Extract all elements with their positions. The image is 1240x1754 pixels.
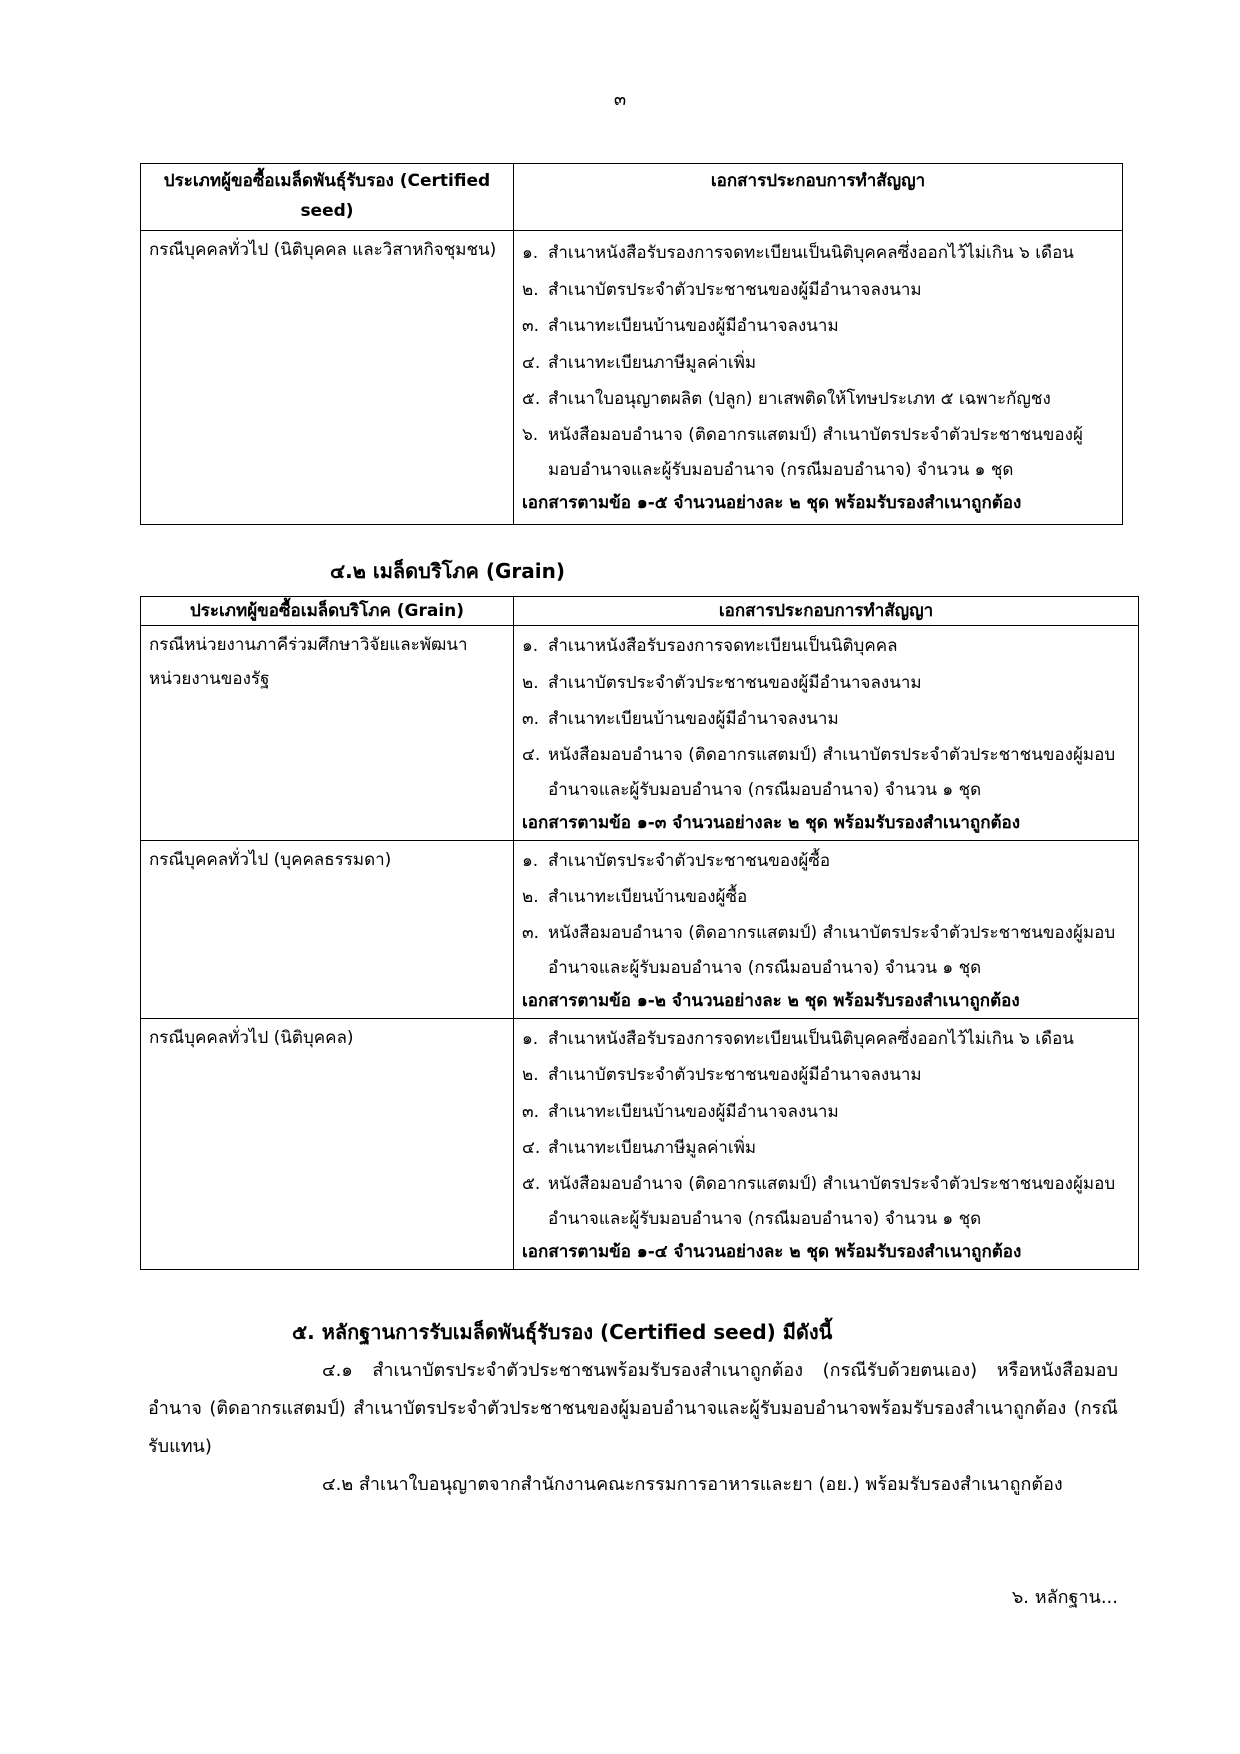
- table-header-row: [141, 164, 1123, 231]
- header-contract-documents: เอกสารประกอบการทำสัญญา: [514, 164, 1123, 231]
- item-number: ๓.: [522, 709, 540, 729]
- list-item: [522, 701, 1130, 738]
- table-body: [141, 626, 1139, 1270]
- item-number: ๒.: [522, 1065, 539, 1085]
- list-item: [522, 843, 1130, 880]
- table-row: [141, 231, 1123, 525]
- document-list-cell: [514, 1018, 1139, 1269]
- document-list-cell: [514, 840, 1139, 1018]
- item-text: สำเนาหนังสือรับรองการจดทะเบียนเป็นนิติบุคคลซึ่งออกไว้ไม่เกิน ๖ เดือน: [548, 243, 1074, 263]
- item-number: ๓.: [522, 922, 540, 943]
- table-row: [141, 840, 1139, 1018]
- item-text: สำเนาทะเบียนภาษีมูลค่าเพิ่ม: [548, 1138, 757, 1158]
- certified-seed-documents-table: [140, 163, 1123, 525]
- table-body: [141, 231, 1123, 525]
- list-item: [522, 916, 1130, 986]
- item-number: ๔.: [522, 1138, 541, 1158]
- page-number: ๓: [613, 89, 627, 110]
- item-text: สำเนาบัตรประจำตัวประชาชนของผู้มีอำนาจลงนาม: [548, 1065, 922, 1085]
- item-number: ๓.: [522, 316, 540, 336]
- table-row: [141, 1018, 1139, 1269]
- buyer-category: กรณีบุคคลทั่วไป (นิติบุคคล และวิสาหกิจชุมชน): [141, 231, 514, 525]
- list-item: [522, 272, 1114, 309]
- item-number: ๓.: [522, 1101, 540, 1122]
- continuation-note: ๖. หลักฐาน...: [1011, 1587, 1118, 1608]
- list-item: [522, 1094, 1130, 1131]
- list-item: [522, 308, 1114, 345]
- list-item: [522, 418, 1114, 488]
- item-text: สำเนาทะเบียนบ้านของผู้มีอำนาจลงนาม: [548, 316, 839, 336]
- item-number: ๖.: [522, 424, 539, 445]
- item-text: สำเนาบัตรประจำตัวประชาชนของผู้มีอำนาจลงนาม: [548, 672, 922, 693]
- paragraph-4-2: ๔.๒ สำเนาใบอนุญาตจากสำนักงานคณะกรรมการอาหารและยา (อย.) พร้อมรับรองสำเนาถูกต้อง: [322, 1474, 1063, 1495]
- item-number: ๒.: [522, 279, 539, 300]
- document-list-cell: [514, 626, 1139, 841]
- list-item: [522, 1130, 1130, 1167]
- list-item: [522, 235, 1114, 272]
- item-text: หนังสือมอบอำนาจ (ติดอากรแสตมป์) สำเนาบัตรประจำตัวประชาชนของผู้มอบอำนาจและผู้รับมอบอำนาจ (กรณีมอบอำนาจ) จำนวน ๑ ชุด: [548, 744, 1116, 800]
- summary-note: เอกสารตามข้อ ๑-๔ จำนวนอย่างละ ๒ ชุด พร้อมรับรองสำเนาถูกต้อง: [522, 1241, 1022, 1262]
- item-text: สำเนาใบอนุญาตผลิต (ปลูก) ยาเสพติดให้โทษประเภท ๕ เฉพาะกัญชง: [548, 389, 1051, 409]
- section-heading-grain: ๔.๒ เมล็ดบริโภค (Grain): [330, 559, 565, 583]
- item-text: สำเนาทะเบียนบ้านของผู้มีอำนาจลงนาม: [548, 1101, 839, 1122]
- item-text: สำเนาบัตรประจำตัวประชาชนของผู้มีอำนาจลงนาม: [548, 279, 922, 300]
- list-item: [522, 381, 1114, 418]
- table-row: [141, 626, 1139, 841]
- item-text: หนังสือมอบอำนาจ (ติดอากรแสตมป์) สำเนาบัตรประจำตัวประชาชนของผู้มอบอำนาจและผู้รับมอบอำนาจ (กรณีมอบอำนาจ) จำนวน ๑ ชุด: [548, 1173, 1116, 1229]
- item-text: สำเนาบัตรประจำตัวประชาชนของผู้ซื้อ: [548, 850, 831, 871]
- document-list: [522, 1021, 1130, 1237]
- paragraph-4-1: ๔.๑ สำเนาบัตรประจำตัวประชาชนพร้อมรับรองสำเนาถูกต้อง (กรณีรับด้วยตนเอง) หรือหนังสือมอบอำนาจ (ติดอากรแสตมป์) สำเนาบัตรประจำตัวประชาชนของผู้มอบอำนาจและผู้รับมอบอำนาจพร้อมรับรองสำเนาถูกต้อง (กรณีรับแทน): [148, 1360, 1118, 1457]
- list-item: [522, 879, 1130, 916]
- item-text: สำเนาทะเบียนบ้านของผู้ซื้อ: [548, 887, 748, 907]
- summary-note: เอกสารตามข้อ ๑-๕ จำนวนอย่างละ ๒ ชุด พร้อมรับรองสำเนาถูกต้อง: [522, 492, 1022, 513]
- item-text: สำเนาทะเบียนบ้านของผู้มีอำนาจลงนาม: [548, 709, 839, 729]
- list-item: [522, 738, 1130, 808]
- summary-note: เอกสารตามข้อ ๑-๓ จำนวนอย่างละ ๒ ชุด พร้อมรับรองสำเนาถูกต้อง: [522, 812, 1021, 833]
- list-item: [522, 1167, 1130, 1237]
- item-text: หนังสือมอบอำนาจ (ติดอากรแสตมป์) สำเนาบัตรประจำตัวประชาชนของผู้มอบอำนาจและผู้รับมอบอำนาจ (กรณีมอบอำนาจ) จำนวน ๑ ชุด: [548, 424, 1083, 480]
- list-item: [522, 1057, 1130, 1094]
- list-item: [522, 628, 1130, 665]
- section-heading-certified-seed-evidence: ๕. หลักฐานการรับเมล็ดพันธุ์รับรอง (Certified seed) มีดังนี้: [292, 1320, 833, 1344]
- document-list: [522, 235, 1114, 488]
- item-number: ๑.: [522, 243, 539, 263]
- header-contract-documents: เอกสารประกอบการทำสัญญา: [514, 597, 1139, 626]
- list-item: [522, 665, 1130, 702]
- buyer-category: กรณีบุคคลทั่วไป (บุคคลธรรมดา): [141, 840, 514, 1018]
- item-text: สำเนาทะเบียนภาษีมูลค่าเพิ่ม: [548, 352, 757, 373]
- item-number: ๕.: [522, 1173, 541, 1194]
- summary-note: เอกสารตามข้อ ๑-๒ จำนวนอย่างละ ๒ ชุด พร้อมรับรองสำเนาถูกต้อง: [522, 990, 1020, 1011]
- buyer-category: กรณีบุคคลทั่วไป (นิติบุคคล): [141, 1018, 514, 1269]
- item-number: ๑.: [522, 850, 539, 871]
- item-number: ๔.: [522, 744, 541, 765]
- document-list: [522, 628, 1130, 808]
- item-number: ๕.: [522, 389, 541, 409]
- item-number: ๑.: [522, 636, 539, 656]
- document-list: [522, 843, 1130, 986]
- header-buyer-type: ประเภทผู้ขอซื้อเมล็ดบริโภค (Grain): [141, 597, 514, 626]
- item-number: ๑.: [522, 1028, 539, 1049]
- item-text: หนังสือมอบอำนาจ (ติดอากรแสตมป์) สำเนาบัตรประจำตัวประชาชนของผู้มอบอำนาจและผู้รับมอบอำนาจ (กรณีมอบอำนาจ) จำนวน ๑ ชุด: [548, 922, 1116, 978]
- item-number: ๔.: [522, 352, 541, 373]
- list-item: [522, 1021, 1130, 1058]
- document-list-cell: [514, 231, 1123, 525]
- item-text: สำเนาหนังสือรับรองการจดทะเบียนเป็นนิติบุคคล: [548, 636, 898, 656]
- item-number: ๒.: [522, 887, 539, 907]
- item-number: ๒.: [522, 672, 539, 693]
- table-header-row: [141, 597, 1139, 626]
- grain-documents-table: [140, 596, 1139, 1270]
- item-text: สำเนาหนังสือรับรองการจดทะเบียนเป็นนิติบุคคลซึ่งออกไว้ไม่เกิน ๖ เดือน: [548, 1028, 1074, 1049]
- buyer-category: กรณีหน่วยงานภาคีร่วมศึกษาวิจัยและพัฒนาหน่วยงานของรัฐ: [141, 626, 514, 841]
- header-buyer-type: ประเภทผู้ขอซื้อเมล็ดพันธุ์รับรอง (Certified seed): [141, 164, 514, 231]
- list-item: [522, 345, 1114, 382]
